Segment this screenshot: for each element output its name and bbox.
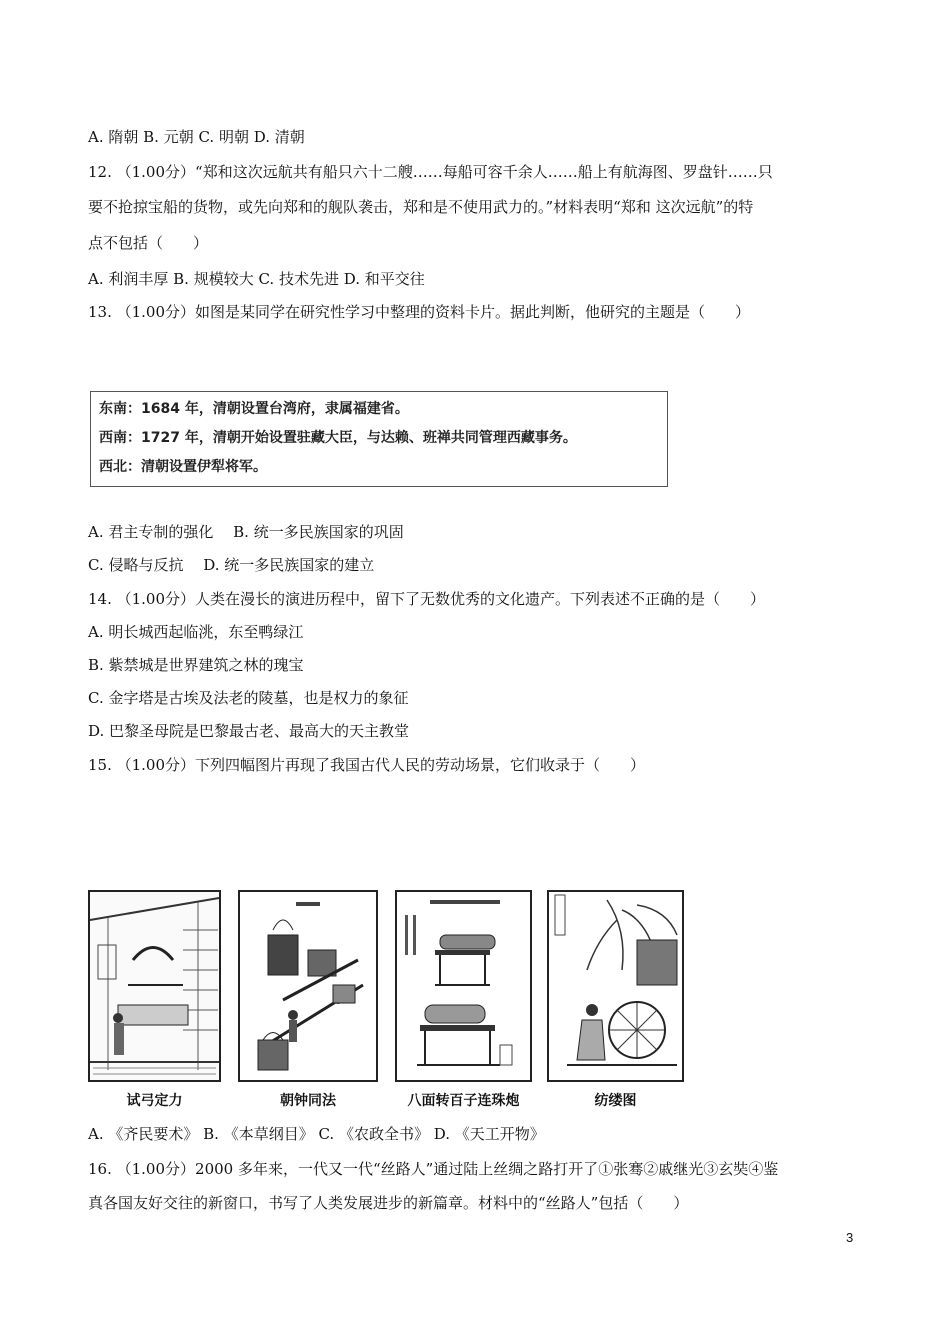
q14-option-d: D. 巴黎圣母院是巴黎最古老、最高大的天主教堂 — [88, 722, 410, 740]
illustration-bow-testing — [88, 890, 221, 1082]
caption-4: 纺缕图 — [594, 1093, 637, 1109]
q14-stem: 14. （1.00分）人类在漫长的演进历程中，留下了无数优秀的文化遗产。下列表述不正确的是（ ） — [88, 590, 766, 608]
card-line-southwest: 西南：1727 年，清朝开始设置驻藏大臣，与达赖、班禅共同管理西藏事务。 — [99, 430, 577, 446]
q12-options: A. 利润丰厚 B. 规模较大 C. 技术先进 D. 和平交往 — [88, 270, 425, 288]
caption-2: 朝钟同法 — [280, 1093, 336, 1109]
q15-options: A. 《齐民要术》 B. 《本草纲目》 C. 《农政全书》 D. 《天工开物》 — [88, 1125, 545, 1143]
q13-option-ab: A. 君主专制的强化 B. 统一多民族国家的巩固 — [88, 523, 404, 541]
q14-option-b: B. 紫禁城是世界建筑之林的瑰宝 — [88, 656, 304, 674]
q15-stem: 15. （1.00分）下列四幅图片再现了我国古代人民的劳动场景，它们收录于（ ） — [88, 756, 646, 774]
q12-stem-line2: 要不抢掠宝船的货物，或先向郑和的舰队袭击，郑和是不使用武力的。”材料表明“郑和 这次远航”的特 — [88, 198, 754, 216]
q11-options: A. 隋朝 B. 元朝 C. 明朝 D. 清朝 — [88, 128, 305, 146]
illustration-bell-casting — [238, 890, 378, 1082]
q16-stem-line1: 16. （1.00分）2000 多年来，一代又一代“丝路人”通过陆上丝绸之路打开了①张骞②戚继光③玄奘④鉴 — [88, 1160, 779, 1178]
q12-stem-line1: 12. （1.00分）“郑和这次远航共有船只六十二艘……每船可容千余人……船上有航海图、罗盘针……只 — [88, 163, 773, 181]
q13-material-card — [90, 391, 668, 487]
card-line-northwest: 西北：清朝设置伊犁将军。 — [99, 459, 267, 475]
q14-option-a: A. 明长城西起临洮，东至鸭绿江 — [88, 623, 304, 641]
q13-option-cd: C. 侵略与反抗 D. 统一多民族国家的建立 — [88, 556, 375, 574]
q16-stem-line2: 真各国友好交往的新窗口，书写了人类发展进步的新篇章。材料中的“丝路人”包括（ ） — [88, 1194, 689, 1212]
card-line-southeast: 东南：1684 年，清朝设置台湾府，隶属福建省。 — [99, 401, 409, 417]
q13-stem: 13. （1.00分）如图是某同学在研究性学习中整理的资料卡片。据此判断，他研究的主题是（ ） — [88, 303, 751, 321]
illustration-cannon — [395, 890, 532, 1082]
illustration-spinning — [547, 890, 684, 1082]
caption-3: 八面转百子连珠炮 — [407, 1093, 520, 1109]
page-number: 3 — [846, 1230, 854, 1245]
q12-stem-line3: 点不包括（ ） — [88, 234, 209, 252]
q14-option-c: C. 金字塔是古埃及法老的陵墓，也是权力的象征 — [88, 689, 409, 707]
caption-1: 试弓定力 — [126, 1093, 183, 1109]
